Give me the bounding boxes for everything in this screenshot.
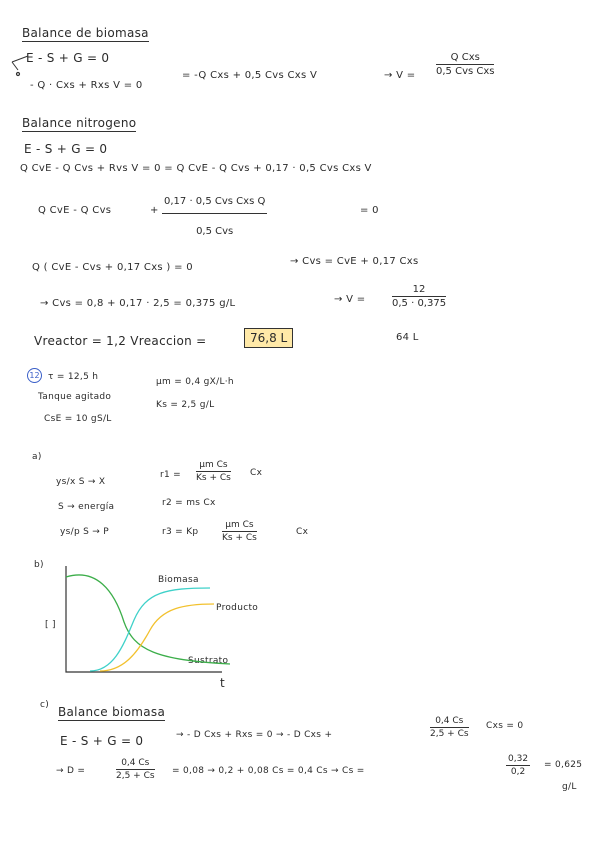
eq-cs-result: = 0,625 (544, 760, 583, 770)
eq-v-result: 64 L (396, 332, 419, 343)
graph-ylabel: [ ] (45, 620, 56, 630)
eq-d-start: → D = (56, 766, 86, 776)
eq-vreactor: Vreactor = 1,2 Vreaccion = (34, 334, 207, 348)
fraction-numerator: 12 (392, 284, 446, 297)
title-balance-biomasa-c: Balance biomasa (58, 705, 166, 719)
fraction-denominator: 2,5 + Cs (116, 771, 155, 781)
label-producto: Producto (216, 603, 259, 613)
rate-2: r2 = ms Cx (162, 498, 216, 508)
rate-1-tail: Cx (250, 468, 263, 478)
fraction-denominator: Ks + Cs (222, 533, 257, 543)
arrow-mark (12, 56, 28, 70)
fraction-denominator: Ks + Cs (196, 473, 231, 483)
rate-3-label: r3 = Kp (162, 527, 199, 537)
highlighted-result: 76,8 L (244, 328, 293, 348)
eq-c-mid: → - D Cxs + Rxs = 0 → - D Cxs + (176, 730, 333, 740)
label-biomasa: Biomasa (158, 575, 199, 585)
reaction-1: ys/x S → X (56, 477, 106, 487)
part-b-label: b) (34, 560, 44, 570)
eq-nitrogen-left: Q CvE - Q Cvs (38, 205, 112, 216)
eq-d-fraction (116, 758, 155, 781)
eq-biomass-left: - Q · Cxs + Rxs V = 0 (30, 80, 143, 91)
reaction-2: S → energía (58, 502, 115, 512)
fraction-numerator: μm Cs (222, 520, 257, 532)
fraction-numerator: 0,4 Cs (430, 716, 469, 728)
eq-general-balance: E - S + G = 0 (26, 51, 110, 65)
eq-cs-unit: g/L (562, 782, 577, 792)
param-cse: CsE = 10 gS/L (44, 414, 112, 424)
fraction-denominator: 0,2 (510, 767, 526, 777)
part-a-label: a) (32, 452, 42, 462)
eq-c-fraction (430, 716, 469, 739)
fraction-numerator: μm Cs (196, 460, 231, 472)
title-balance-nitrogeno: Balance nitrogeno (22, 116, 137, 130)
rate-1-label: r1 = (160, 470, 182, 480)
param-tanque: Tanque agitado (38, 392, 112, 402)
eq-nitrogen-factor: Q ( CvE - Cvs + 0,17 Cxs ) = 0 (32, 262, 193, 273)
fraction-denominator: 0,5 Cvs (196, 226, 234, 237)
eq-nitrogen-plus: + (150, 205, 159, 216)
fraction-numerator: 0,4 Cs (116, 758, 155, 770)
title-balance-biomasa: Balance de biomasa (22, 26, 149, 40)
param-mum: μm = 0,4 gX/L·h (156, 377, 234, 387)
eq-nitrogen-right: = 0 (360, 205, 379, 216)
eq-d-mid: = 0,08 → 0,2 + 0,08 Cs = 0,4 Cs → Cs = (172, 766, 365, 776)
fraction-numerator: 0,17 · 0,5 Cvs Cxs Q (162, 196, 267, 214)
fraction-numerator: 0,32 (508, 754, 529, 764)
eq-general-balance-2: E - S + G = 0 (24, 142, 108, 156)
eq-c-general: E - S + G = 0 (60, 734, 144, 748)
eq-biomass-mid: = -Q Cxs + 0,5 Cvs Cxs V (182, 70, 318, 81)
param-tau: τ = 12,5 h (48, 372, 99, 382)
graph-axes (12, 56, 222, 672)
eq-cs-fraction (506, 754, 530, 777)
eq-nitrogen-cvs: → Cvs = CvE + 0,17 Cxs (290, 256, 419, 267)
eq-cvs-value: → Cvs = 0,8 + 0,17 · 2,5 = 0,375 g/L (40, 298, 236, 309)
fraction-numerator: Q Cxs (436, 52, 494, 65)
eq-nitrogen-full: Q CvE - Q Cvs + Rvs V = 0 = Q CvE - Q Cvs + 0,17 · 0,5 Cvs Cxs V (20, 163, 372, 174)
dot-mark (17, 73, 20, 76)
eq-v-arrow: → V = (334, 294, 366, 305)
axes-lines (66, 566, 222, 672)
fraction-denominator: 0,5 Cvs Cxs (436, 66, 495, 77)
graph-xlabel: t (220, 676, 226, 690)
fraction-denominator: 2,5 + Cs (430, 729, 469, 739)
eq-c-tail: Cxs = 0 (486, 721, 524, 731)
part-c-label: c) (40, 700, 50, 710)
fraction-denominator: 0,5 · 0,375 (392, 298, 447, 309)
rate-3-tail: Cx (296, 527, 309, 537)
label-sustrato: Sustrato (188, 656, 229, 666)
param-ks: Ks = 2,5 g/L (156, 400, 215, 410)
reaction-3: ys/p S → P (60, 527, 110, 537)
problem-number: 12 (27, 368, 42, 383)
eq-biomass-arrow: → V = (384, 70, 416, 81)
